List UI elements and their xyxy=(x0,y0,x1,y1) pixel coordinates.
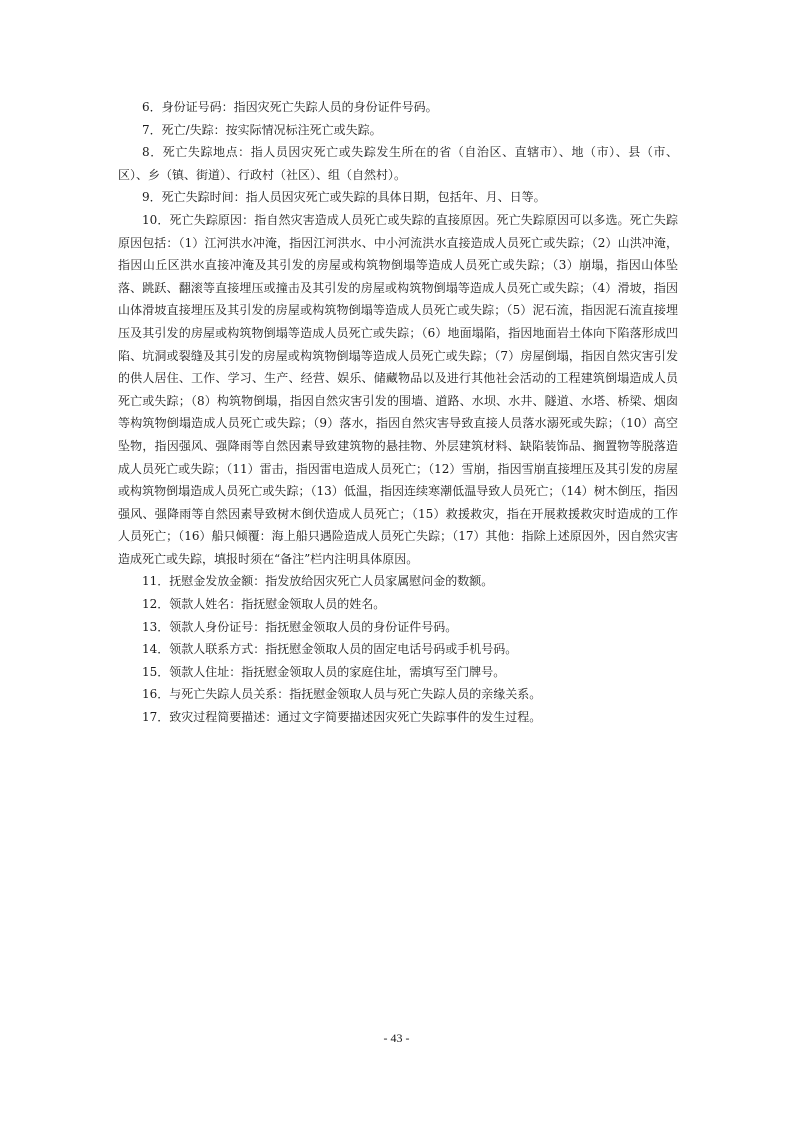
definition-item-10: 10．死亡失踪原因：指自然灾害造成人员死亡或失踪的直接原因。死亡失踪原因可以多选。死亡失踪原因包括：（1）江河洪水冲淹，指因江河洪水、中小河流洪水直接造成人员死亡或失踪；（2）山洪冲淹，指因山丘区洪水直接冲淹及其引发的房屋或构筑物倒塌等造成人员死亡或失踪；（3）崩塌，指因山体坠落、跳跃、翻滚等直接埋压或撞击及其引发的房屋或构筑物倒塌等造成人员死亡或失踪；（4）滑坡，指因山体滑坡直接埋压及其引发的房屋或构筑物倒塌等造成人员死亡或失踪；（5）泥石流，指因泥石流直接埋压及其引发的房屋或构筑物倒塌等造成人员死亡或失踪；（6）地面塌陷，指因地面岩土体向下陷落形成凹陷、坑洞或裂缝及其引发的房屋或构筑物倒塌等造成人员死亡或失踪；（7）房屋倒塌，指因自然灾害引发的供人居住、工作、学习、生产、经营、娱乐、储藏物品以及进行其他社会活动的工程建筑倒塌造成人员死亡或失踪；（8）构筑物倒塌，指因自然灾害引发的围墙、道路、水坝、水井、隧道、水塔、桥梁、烟囱等构筑物倒塌造成人员死亡或失踪；（9）落水，指因自然灾害导致直接人员落水溺死或失踪；（10）高空坠物，指因强风、强降雨等自然因素导致建筑物的悬挂物、外层建筑材料、缺陷装饰品、搁置物等脱落造成人员死亡或失踪；（11）雷击，指因雷电造成人员死亡；（12）雪崩，指因雪崩直接埋压及其引发的房屋或构筑物倒塌造成人员死亡或失踪；（13）低温，指因连续寒潮低温导致人员死亡；（14）树木倒压，指因强风、强降雨等自然因素导致树木倒伏造成人员死亡；（15）救援救灾，指在开展救援救灾时造成的工作人员死亡；（16）船只倾覆：海上船只遇险造成人员死亡失踪；（17）其他：指除上述原因外，因自然灾害造成死亡或失踪，填报时须在“备注”栏内注明具体原因。 xyxy=(118,212,678,566)
document-body xyxy=(118,96,678,729)
definition-item-7: 7．死亡/失踪：按实际情况标注死亡或失踪。 xyxy=(142,122,382,137)
page-number: - 43 - xyxy=(383,1031,410,1045)
definition-item-12: 12．领款人姓名：指抚慰金领取人员的姓名。 xyxy=(142,597,386,612)
definition-item-11: 11．抚慰金发放金额：指发放给因灾死亡人员家属慰问金的数额。 xyxy=(142,574,494,589)
definition-item-14: 14．领款人联系方式：指抚慰金领取人员的固定电话号码或手机号码。 xyxy=(142,642,518,657)
definition-item-6: 6．身份证号码：指因灾死亡失踪人员的身份证件号码。 xyxy=(142,100,438,114)
definition-item-17: 17．致灾过程简要描述：通过文字简要描述因灾死亡失踪事件的发生过程。 xyxy=(142,710,542,725)
definition-item-15: 15．领款人住址：指抚慰金领取人员的家庭住址，需填写至门牌号。 xyxy=(142,664,506,679)
definition-item-8: 8．死亡失踪地点：指人员因灾死亡或失踪发生所在的省（自治区、直辖市）、地（市）、县（市、区）、乡（镇、街道）、行政村（社区）、组（自然村）。 xyxy=(118,145,678,182)
definition-item-13: 13．领款人身份证号：指抚慰金领取人员的身份证件号码。 xyxy=(142,619,458,634)
definition-item-9: 9．死亡失踪时间：指人员因灾死亡或失踪的具体日期，包括年、月、日等。 xyxy=(142,190,546,205)
definition-item-16: 16．与死亡失踪人员关系：指抚慰金领取人员与死亡失踪人员的亲缘关系。 xyxy=(142,687,542,702)
